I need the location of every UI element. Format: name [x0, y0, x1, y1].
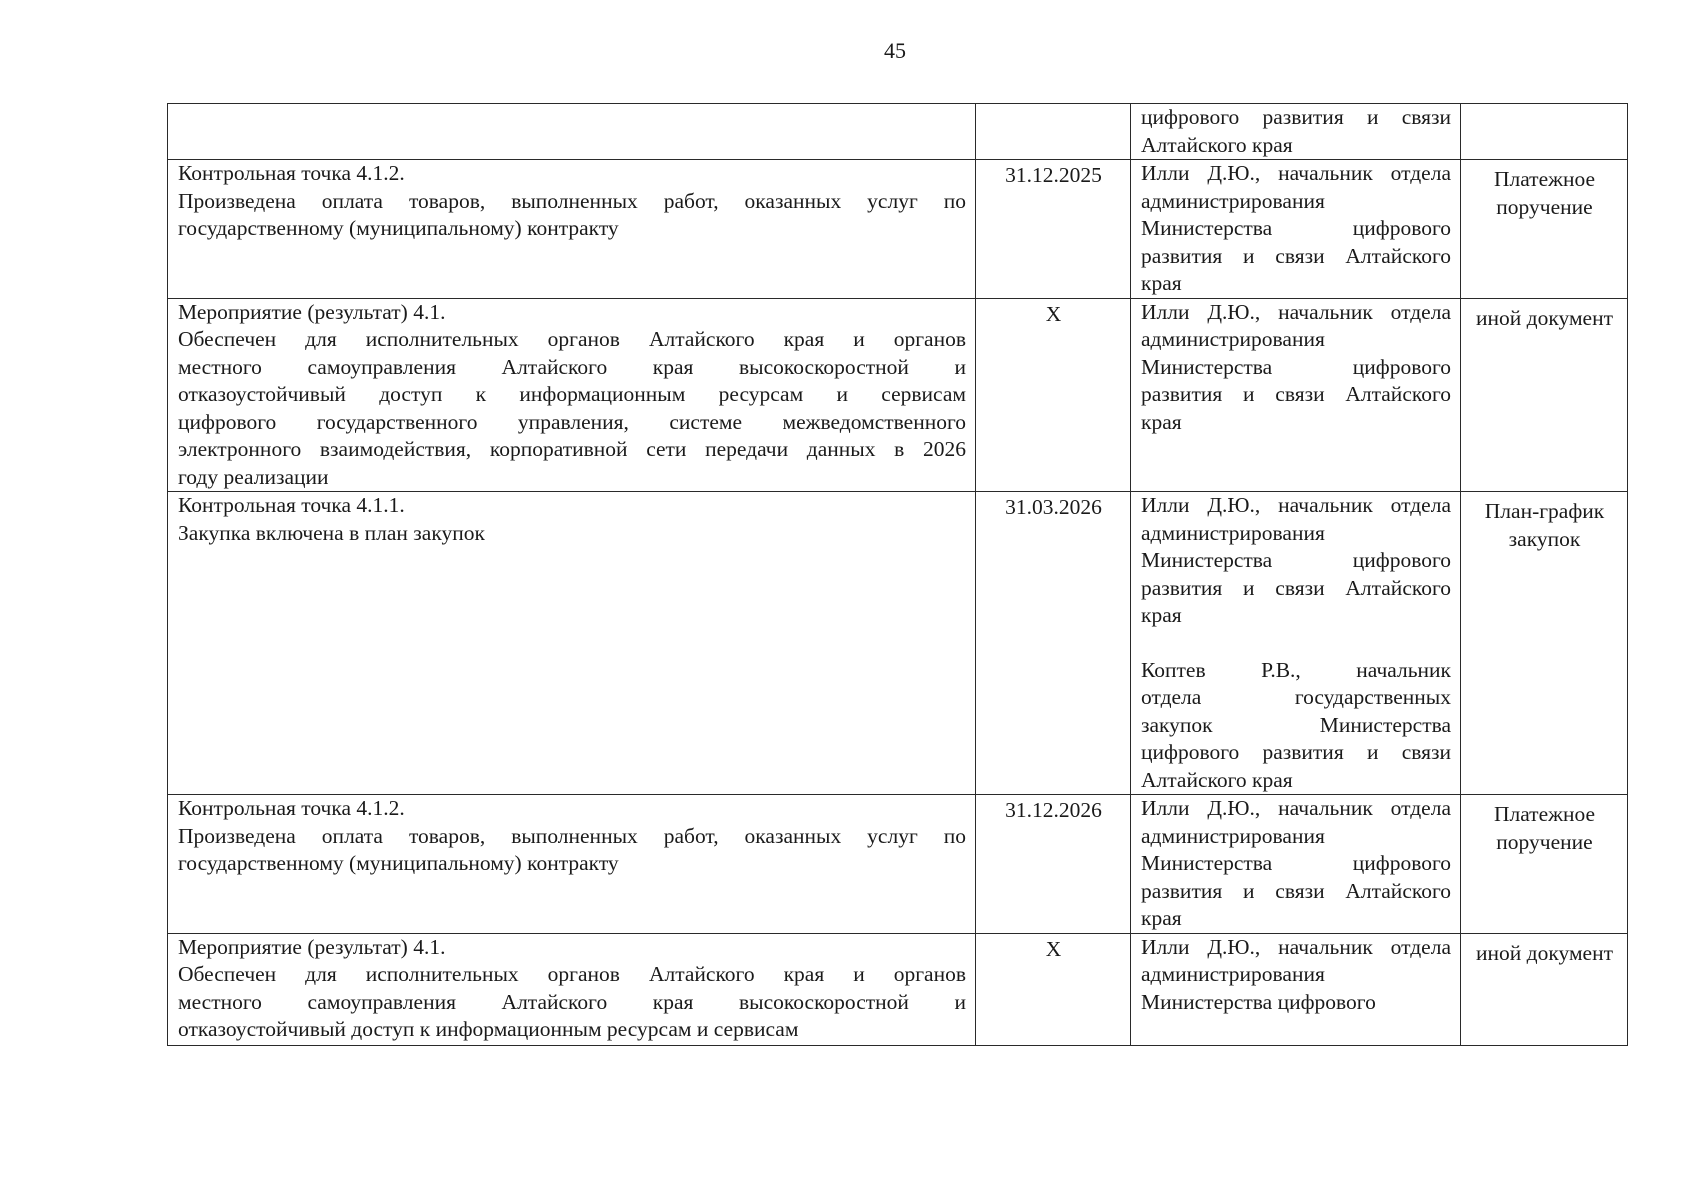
- responsible-line: Министерства цифрового: [1141, 851, 1451, 875]
- document-cell: [1461, 104, 1628, 160]
- responsible-line: развития и связи Алтайского: [1141, 575, 1451, 600]
- description-line: Обеспечен для исполнительных органов Алтайского края и органов: [178, 327, 966, 351]
- description-line: государственному (муниципальному) контракту: [178, 216, 619, 240]
- date-text: 31.12.2025: [1005, 163, 1102, 187]
- date-text: Х: [1045, 301, 1062, 326]
- responsible-line: развития и связи Алтайского: [1141, 878, 1451, 903]
- description-line: Произведена оплата товаров, выполненных работ, оказанных услуг по: [178, 823, 966, 848]
- table-row: [168, 492, 1628, 795]
- responsible-cell: [1131, 298, 1461, 492]
- description-cell: [168, 104, 976, 160]
- block-spacer: [1141, 630, 1451, 657]
- responsible-cell: [1131, 104, 1461, 160]
- table-row: [168, 298, 1628, 492]
- row-heading: Мероприятие (результат) 4.1.: [178, 934, 446, 959]
- description-line: Произведена оплата товаров, выполненных работ, оказанных услуг по: [178, 188, 966, 213]
- plan-table-body: [168, 104, 1628, 1046]
- responsible-line: Министерства цифрового: [1141, 216, 1451, 240]
- responsible-line: развития и связи Алтайского: [1141, 382, 1451, 406]
- description-cell: [168, 298, 976, 492]
- responsible-line: Министерства цифрового: [1141, 989, 1376, 1014]
- document-cell: [1461, 795, 1628, 934]
- responsible-line: Илли Д.Ю., начальник отдела: [1141, 796, 1451, 820]
- date-cell: [976, 160, 1131, 299]
- description-line: отказоустойчивый доступ к информационным ресурсам и сервисам: [178, 382, 966, 406]
- document-text: Платежное поручение: [1493, 167, 1596, 219]
- date-cell: [976, 795, 1131, 934]
- responsible-line: цифрового развития и связи: [1141, 105, 1451, 129]
- document-text: План-график закупок: [1484, 499, 1605, 551]
- description-line: цифрового государственного управления, системе межведомственного: [178, 409, 966, 434]
- date-cell: [976, 933, 1131, 1045]
- description-line: Обеспечен для исполнительных органов Алтайского края и органов: [178, 962, 966, 986]
- responsible-line: администрирования: [1141, 962, 1325, 986]
- responsible-cell: [1131, 492, 1461, 795]
- description-line: местного самоуправления Алтайского края высокоскоростной и: [178, 989, 966, 1014]
- date-cell: [976, 298, 1131, 492]
- responsible-line: администрирования: [1141, 188, 1325, 213]
- responsible-line: края: [1141, 906, 1182, 930]
- row-heading: Контрольная точка 4.1.2.: [178, 161, 405, 185]
- document-cell: [1461, 492, 1628, 795]
- description-line: государственному (муниципальному) контракту: [178, 851, 619, 875]
- page-number: 45: [884, 38, 906, 63]
- date-text: Х: [1045, 936, 1062, 961]
- responsible-line: края: [1141, 409, 1182, 434]
- description-cell: [168, 795, 976, 934]
- responsible-line: края: [1141, 603, 1182, 627]
- responsible-line: края: [1141, 271, 1182, 295]
- row-heading: Контрольная точка 4.1.2.: [178, 796, 405, 820]
- row-heading: Контрольная точка 4.1.1.: [178, 493, 405, 517]
- date-cell: [976, 104, 1131, 160]
- description-line: Закупка включена в план закупок: [178, 520, 485, 545]
- document-cell: [1461, 160, 1628, 299]
- responsible-line: Илли Д.Ю., начальник отдела: [1141, 299, 1451, 324]
- responsible-line: Министерства цифрового: [1141, 548, 1451, 572]
- table-row: [168, 795, 1628, 934]
- table-row: [168, 160, 1628, 299]
- responsible-line: отдела государственных: [1141, 685, 1451, 709]
- description-line: отказоустойчивый доступ к информационным ресурсам и сервисам: [178, 1017, 799, 1041]
- responsible-line: администрирования: [1141, 823, 1325, 848]
- date-text: 31.03.2026: [1005, 495, 1102, 519]
- description-line: местного самоуправления Алтайского края высокоскоростной и: [178, 354, 966, 379]
- responsible-line: администрирования: [1141, 520, 1325, 545]
- responsible-line: Илли Д.Ю., начальник отдела: [1141, 493, 1451, 517]
- responsible-line: Министерства цифрового: [1141, 354, 1451, 379]
- table-row: [168, 933, 1628, 1045]
- responsible-line: Илли Д.Ю., начальник отдела: [1141, 161, 1451, 185]
- responsible-line: Коптев Р.В., начальник: [1141, 657, 1451, 682]
- responsible-line: администрирования: [1141, 327, 1325, 351]
- responsible-cell: [1131, 795, 1461, 934]
- responsible-line: закупок Министерства: [1141, 712, 1451, 737]
- description-cell: [168, 160, 976, 299]
- description-cell: [168, 492, 976, 795]
- date-cell: [976, 492, 1131, 795]
- table-row: [168, 104, 1628, 160]
- responsible-line: Алтайского края: [1141, 132, 1293, 157]
- document-text: Платежное поручение: [1493, 802, 1596, 854]
- row-heading: Мероприятие (результат) 4.1.: [178, 299, 446, 324]
- document-cell: [1461, 933, 1628, 1045]
- description-line: году реализации: [178, 464, 329, 489]
- plan-table: [167, 103, 1628, 1046]
- responsible-line: Илли Д.Ю., начальник отдела: [1141, 934, 1451, 959]
- responsible-line: развития и связи Алтайского: [1141, 243, 1451, 268]
- document-text: иной документ: [1476, 305, 1613, 330]
- responsible-line: Алтайского края: [1141, 767, 1293, 792]
- responsible-cell: [1131, 160, 1461, 299]
- description-line: электронного взаимодействия, корпоративной сети передачи данных в 2026: [178, 437, 966, 461]
- responsible-line: цифрового развития и связи: [1141, 740, 1451, 764]
- document-cell: [1461, 298, 1628, 492]
- date-text: 31.12.2026: [1005, 798, 1102, 822]
- responsible-cell: [1131, 933, 1461, 1045]
- document-text: иной документ: [1476, 940, 1613, 965]
- description-cell: [168, 933, 976, 1045]
